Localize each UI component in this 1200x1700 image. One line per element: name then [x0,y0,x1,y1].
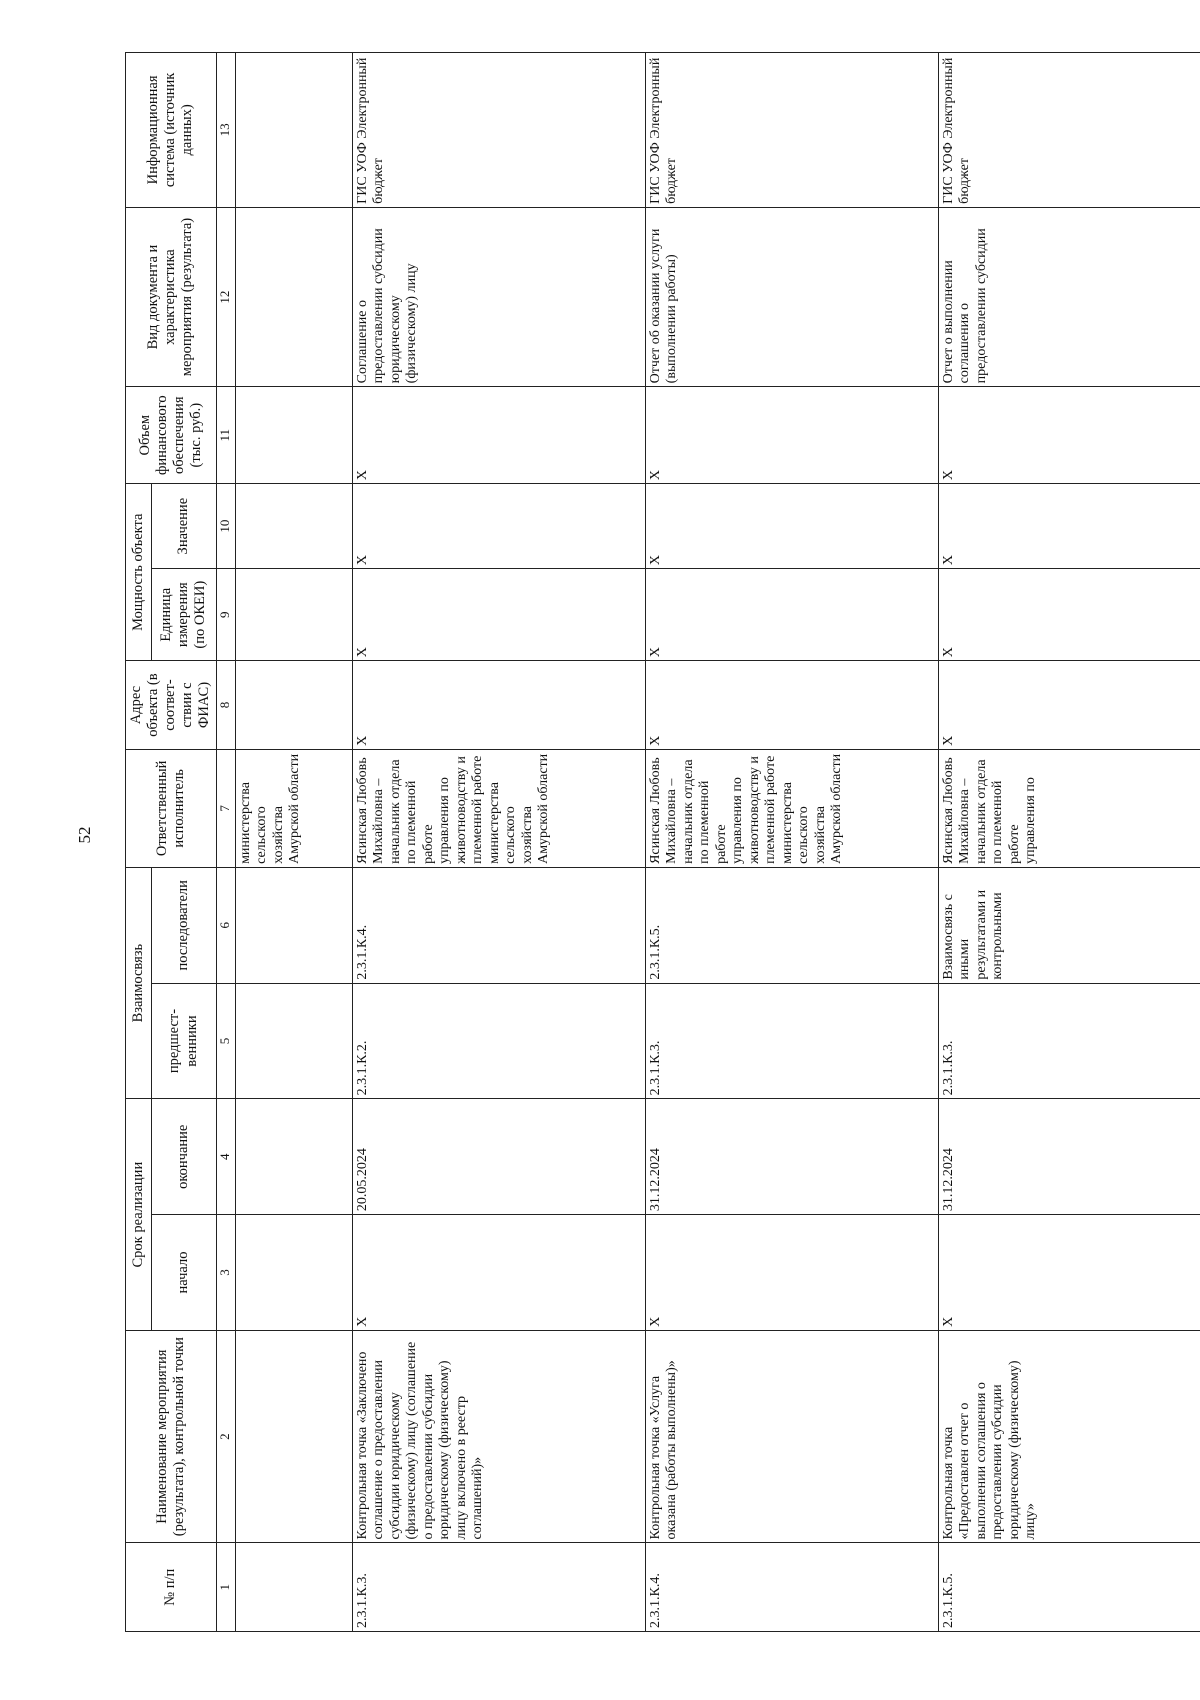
cell-name: Контрольная точка «Предоставлен отчет о выполнении соглашения о предоставлении субсидии юридическому (физическому) лицу» [938,1330,1200,1543]
cell-finance: X [352,387,645,484]
column-number: 12 [216,207,235,387]
cell-unit: X [352,569,645,661]
cell-finance: X [645,387,938,484]
header-finance: Объем финансового обеспечения (тыс. руб.) [126,387,217,484]
header-num: № п/п [126,1543,217,1632]
cell-start: X [352,1215,645,1331]
header-deadline: Срок реализации [126,1099,152,1330]
header-unit: Единица измерения (по ОКЕИ) [151,569,216,661]
cell-empty [235,484,352,569]
cell-name: Контрольная точка «Услуга оказана (работы выполнены)» [645,1330,938,1543]
column-number: 7 [216,749,235,867]
table-row [352,53,645,1632]
header-capacity: Мощность объекта [126,484,152,661]
header-relation: Взаимосвязь [126,867,152,1098]
column-number: 10 [216,484,235,569]
cell-empty [235,53,352,208]
page-number: 52 [75,826,94,844]
header-start: начало [151,1215,216,1331]
cell-empty [235,983,352,1099]
header-row-1 [126,53,152,1632]
header-doc-type: Вид документа и характеристика мероприятия (результата) [126,207,217,387]
header-info-system: Информационная система (источник данных) [126,53,217,208]
cell-name: Контрольная точка «Заключено соглашение о предоставлении субсидии юридическому (физическому) лицу (соглашение о предоставлении субсидии юридическому (физическому) лицу включено в реестр соглашений)» [352,1330,645,1543]
cell-empty [235,569,352,661]
cell-end: 31.12.2024 [938,1099,1200,1215]
cell-empty [235,1330,352,1543]
column-number: 1 [216,1543,235,1632]
cell-predecessors: 2.3.1.К.2. [352,983,645,1099]
cell-info-system: ГИС УОФ Электронный бюджет [938,53,1200,208]
column-number: 2 [216,1330,235,1543]
header-address: Адрес объекта (в соответ-ствии с ФИАС) [126,661,217,750]
header-predecessors: предшест-венники [151,983,216,1099]
column-number: 6 [216,867,235,983]
column-number: 8 [216,661,235,750]
cell-num: 2.3.1.К.3. [352,1543,645,1632]
column-number: 11 [216,387,235,484]
cell-end: 20.05.2024 [352,1099,645,1215]
cell-predecessors: 2.3.1.К.3. [645,983,938,1099]
column-number-row [216,53,235,1632]
cell-empty [235,387,352,484]
cell-num: 2.3.1.К.5. [938,1543,1200,1632]
cell-predecessors: 2.3.1.К.3. [938,983,1200,1099]
continuation-row [235,53,352,1632]
rotated-table-wrapper [125,52,1184,1632]
column-number: 3 [216,1215,235,1331]
header-successors: последователи [151,867,216,983]
cell-empty [235,1099,352,1215]
cell-value: X [938,484,1200,569]
cell-finance: X [938,387,1200,484]
header-end: окончание [151,1099,216,1215]
cell-num: 2.3.1.К.4. [645,1543,938,1632]
cell-value: X [352,484,645,569]
cell-doc-type: Соглашение о предоставлении субсидии юридическому (физическому) лицу [352,207,645,387]
column-number: 9 [216,569,235,661]
table-row [938,53,1200,1632]
cell-empty [235,1215,352,1331]
cell-start: X [938,1215,1200,1331]
column-number: 4 [216,1099,235,1215]
cell-unit: X [645,569,938,661]
cell-successors: 2.3.1.К.4. [352,867,645,983]
header-name: Наименование мероприятия (результата), контрольной точки [126,1330,217,1543]
cell-successors: Взаимосвязь с иными результатами и контрольными [938,867,1200,983]
cell-unit: X [938,569,1200,661]
continuation-executor: министерства сельского хозяйства Амурской области [235,749,352,867]
cell-doc-type: Отчет об оказании услуги (выполнении работы) [645,207,938,387]
cell-empty [235,1543,352,1632]
header-value: Значение [151,484,216,569]
cell-address: X [352,661,645,750]
header-executor: Ответственный исполнитель [126,749,217,867]
cell-value: X [645,484,938,569]
cell-doc-type: Отчет о выполнении соглашения о предоставлении субсидии [938,207,1200,387]
cell-end: 31.12.2024 [645,1099,938,1215]
cell-executor: Ясинская Любовь Михайловна – начальник отдела по племенной работе управления по [938,749,1200,867]
cell-start: X [645,1215,938,1331]
cell-empty [235,207,352,387]
cell-address: X [938,661,1200,750]
plan-table [125,52,1200,1632]
cell-successors: 2.3.1.К.5. [645,867,938,983]
cell-info-system: ГИС УОФ Электронный бюджет [645,53,938,208]
cell-address: X [645,661,938,750]
column-number: 5 [216,983,235,1099]
column-number: 13 [216,53,235,208]
cell-executor: Ясинская Любовь Михайловна – начальник отдела по племенной работе управления по животноводству и племенной работе министерства сельского хозяйства Амурской области [352,749,645,867]
cell-info-system: ГИС УОФ Электронный бюджет [352,53,645,208]
cell-empty [235,867,352,983]
table-row [645,53,938,1632]
cell-executor: Ясинская Любовь Михайловна – начальник отдела по племенной работе управления по животноводству и племенной работе министерства сельского хозяйства Амурской области [645,749,938,867]
cell-empty [235,661,352,750]
